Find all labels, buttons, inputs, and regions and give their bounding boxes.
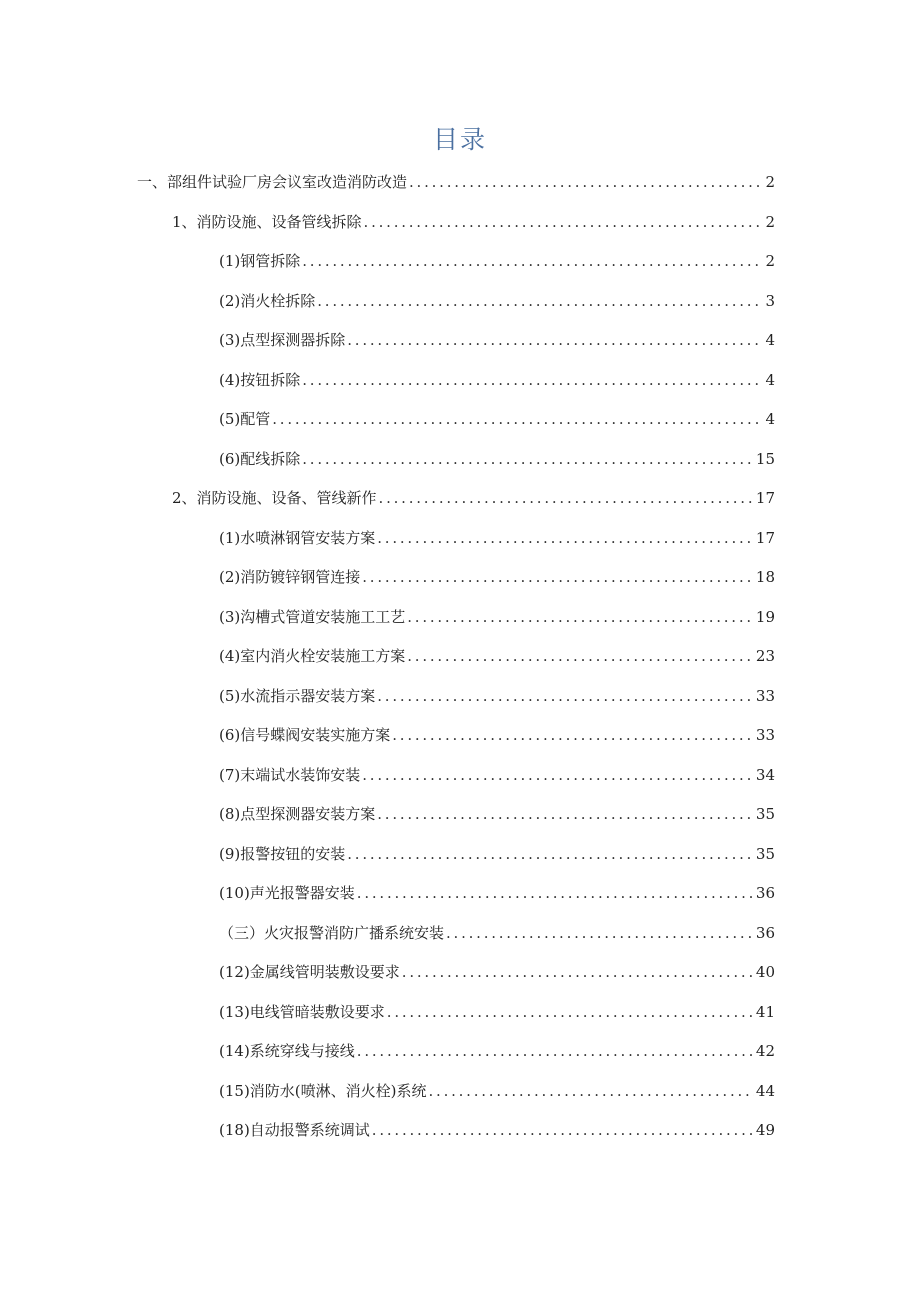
toc-entry-text: (7)末端试水装饰安装: [219, 765, 361, 784]
toc-entry[interactable]: [219, 1112, 775, 1148]
toc-entry-text: (6)信号蝶阀安装实施方案: [219, 726, 391, 744]
toc-page-number: 33: [755, 686, 775, 705]
toc-entry-text: (15)消防水(喷淋、消火栓)系统: [219, 1081, 427, 1100]
toc-page-number: 36: [755, 923, 775, 942]
toc-entry[interactable]: [219, 1033, 775, 1069]
toc-entry-text: (3)沟槽式管道安装施工工艺: [219, 607, 406, 626]
toc-entry[interactable]: [219, 243, 775, 279]
toc-entry[interactable]: [219, 915, 775, 951]
toc-entry[interactable]: [172, 204, 775, 240]
toc-entry[interactable]: [219, 599, 775, 635]
toc-dot-leader: [377, 796, 754, 832]
toc-entry[interactable]: [219, 836, 775, 872]
toc-dot-leader: [377, 678, 754, 714]
toc-entry[interactable]: [219, 520, 775, 556]
toc-dot-leader: [302, 243, 763, 279]
toc-page-number: 2: [765, 173, 775, 191]
toc-entry[interactable]: [172, 480, 775, 516]
toc-page-number: 4: [765, 331, 775, 349]
toc-entry-text: (18)自动报警系统调试: [219, 1121, 370, 1139]
toc-entry[interactable]: [219, 559, 775, 595]
toc-dot-leader: [362, 559, 754, 595]
toc-page-number: 33: [755, 726, 775, 744]
toc-entry-text: (12)金属线管明装敷设要求: [219, 963, 400, 981]
toc-page-number: 40: [755, 963, 775, 981]
toc-dot-leader: [379, 480, 754, 516]
toc-entry-text: (8)点型探测器安装方案: [219, 805, 376, 823]
toc-entry[interactable]: [219, 1073, 775, 1109]
toc-entry-text: (5)配管: [219, 410, 271, 428]
toc-dot-leader: [402, 954, 754, 990]
toc-page-number: 44: [755, 1081, 775, 1100]
toc-entry[interactable]: [219, 757, 775, 793]
toc-dot-leader: [409, 164, 763, 200]
toc-entry[interactable]: [219, 638, 775, 674]
toc-dot-leader: [387, 994, 754, 1030]
toc-entry-text: (1)水喷淋钢管安装方案: [219, 528, 376, 547]
toc-dot-leader: [377, 520, 754, 556]
toc-entry[interactable]: [219, 283, 775, 319]
toc-title: 目录: [432, 125, 487, 154]
toc-page-number: 4: [765, 410, 775, 428]
toc-entry-text: (6)配线拆除: [219, 449, 301, 468]
toc-entry-text: (2)消火栓拆除: [219, 291, 316, 310]
toc-entry-text: (4)按钮拆除: [219, 370, 301, 389]
toc-entry-text: (1)钢管拆除: [219, 252, 301, 270]
toc-entry[interactable]: [137, 164, 775, 200]
toc-page-number: 4: [765, 370, 775, 389]
toc-page-number: 34: [755, 765, 775, 784]
toc-dot-leader: [347, 836, 754, 872]
toc-dot-leader: [364, 204, 764, 240]
toc-page-number: 17: [755, 489, 775, 507]
toc-entry[interactable]: [219, 401, 775, 437]
toc-page-number: 18: [755, 568, 775, 586]
toc-entry[interactable]: [219, 678, 775, 714]
toc-entry-text: 2、消防设施、设备、管线新作: [172, 489, 377, 507]
toc-entry-text: (3)点型探测器拆除: [219, 331, 346, 349]
toc-entry-text: 1、消防设施、设备管线拆除: [172, 212, 362, 231]
toc-dot-leader: [362, 757, 754, 793]
toc-page-number: 42: [755, 1042, 775, 1060]
toc-entry-text: (4)室内消火栓安装施工方案: [219, 647, 406, 665]
toc-page-number: 2: [765, 212, 775, 231]
toc-dot-leader: [372, 1112, 754, 1148]
toc-entry-text: (9)报警按钮的安装: [219, 844, 346, 863]
toc-page-number: 17: [755, 528, 775, 547]
toc-dot-leader: [302, 362, 763, 398]
toc-page-number: 15: [755, 449, 775, 468]
toc-page-number: 35: [755, 805, 775, 823]
toc-entry[interactable]: [219, 441, 775, 477]
toc-entry-text: 一、部组件试验厂房会议室改造消防改造: [137, 173, 408, 191]
toc-entry[interactable]: [219, 994, 775, 1030]
toc-page-number: 35: [755, 844, 775, 863]
toc-dot-leader: [429, 1073, 754, 1109]
toc-entry[interactable]: [219, 362, 775, 398]
toc-page-number: 2: [765, 252, 775, 270]
toc-dot-leader: [446, 915, 754, 951]
toc-entry[interactable]: [219, 717, 775, 753]
toc-entry-text: （三）火灾报警消防广播系统安装: [219, 923, 445, 942]
toc-entry-text: (14)系统穿线与接线: [219, 1042, 355, 1060]
toc-page-number: 3: [765, 291, 775, 310]
toc-dot-leader: [357, 1033, 754, 1069]
toc-dot-leader: [392, 717, 754, 753]
toc-entry[interactable]: [219, 954, 775, 990]
toc-entry[interactable]: [219, 322, 775, 358]
toc-dot-leader: [357, 875, 754, 911]
toc-dot-leader: [407, 638, 754, 674]
toc-page-number: 41: [755, 1002, 775, 1021]
toc-entry-text: (13)电线管暗装敷设要求: [219, 1002, 385, 1021]
toc-dot-leader: [272, 401, 763, 437]
toc-entry-text: (5)水流指示器安装方案: [219, 686, 376, 705]
toc-entry[interactable]: [219, 796, 775, 832]
toc-entry-text: (2)消防镀锌钢管连接: [219, 568, 361, 586]
toc-entry-text: (10)声光报警器安装: [219, 884, 355, 902]
toc-dot-leader: [317, 283, 763, 319]
toc-page-number: 23: [755, 647, 775, 665]
toc-page-number: 49: [755, 1121, 775, 1139]
toc-dot-leader: [302, 441, 754, 477]
toc-page-number: 36: [755, 884, 775, 902]
toc-page-number: 19: [755, 607, 775, 626]
toc-dot-leader: [407, 599, 754, 635]
toc-entry[interactable]: [219, 875, 775, 911]
toc-dot-leader: [347, 322, 763, 358]
